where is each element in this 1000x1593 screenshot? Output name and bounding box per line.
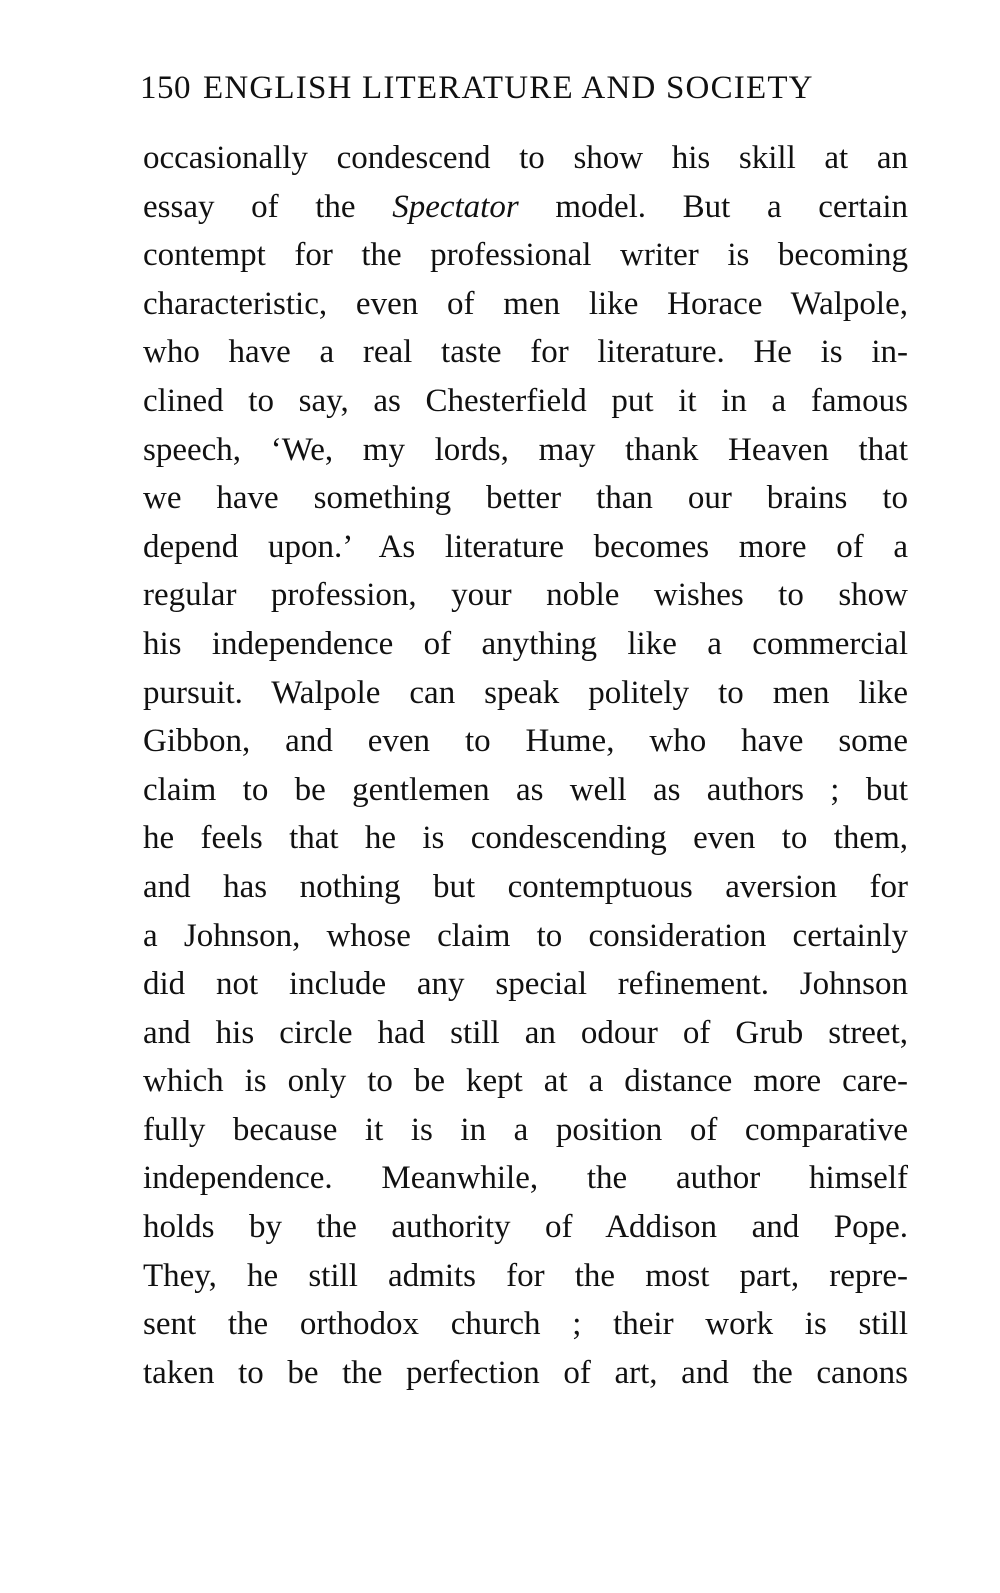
text-line: They, he still admits for the most part, repre- [143,1257,908,1294]
text-line-prefix: essay of the [143,188,356,225]
book-title: ENGLISH LITERATURE AND SOCIETY [203,70,814,106]
text-line: his independence of anything like a commercial [143,625,908,662]
text-line: did not include any special refinement. Johnson [143,966,908,1003]
text-line: which is only to be kept at a distance more care- [143,1063,908,1100]
text-line: fully because it is in a position of comparative [143,1111,908,1148]
periodical-title: Spectator [392,188,519,225]
text-line: he feels that he is condescending even to them, [143,820,908,857]
text-line: taken to be the perfection of art, and the canons [143,1354,908,1391]
text-line [143,183,908,232]
text-line: speech, ‘We, my lords, may thank Heaven that [143,431,908,468]
text-line: who have a real taste for literature. He is in- [143,334,908,371]
running-head [140,66,905,110]
text-line: holds by the authority of Addison and Pope. [143,1209,908,1246]
text-line: and has nothing but contemptuous aversion for [143,868,908,905]
text-line: characteristic, even of men like Horace Walpole, [143,285,908,322]
text-line: clined to say, as Chesterfield put it in a famous [143,382,908,419]
text-line: claim to be gentlemen as well as authors ; but [143,771,908,808]
text-line: a Johnson, whose claim to consideration certainly [143,917,908,954]
text-line: independence. Meanwhile, the author himself [143,1160,908,1197]
text-line: occasionally condescend to show his skill at an [143,140,908,176]
text-line: Gibbon, and even to Hume, who have some [143,723,908,760]
page-number: 150 [140,70,191,106]
text-line: pursuit. Walpole can speak politely to men like [143,674,908,711]
body-text [143,134,908,1397]
text-line-suffix: model. But a certain [555,188,909,225]
text-line: depend upon.’ As literature becomes more of a [143,528,908,565]
text-line: we have something better than our brains to [143,480,908,517]
text-line: sent the orthodox church ; their work is still [143,1306,908,1343]
text-line: regular profession, your noble wishes to show [143,577,908,614]
text-line: and his circle had still an odour of Grub street, [143,1014,908,1051]
text-line: contempt for the professional writer is becoming [143,237,908,274]
